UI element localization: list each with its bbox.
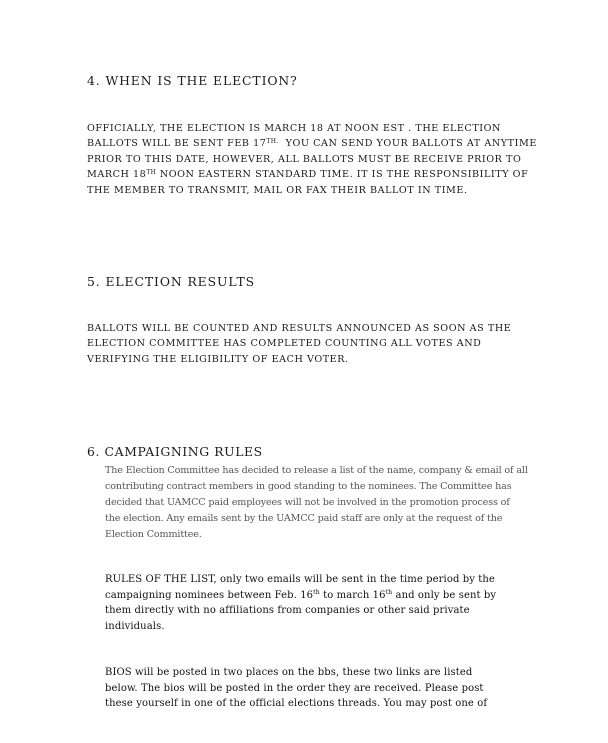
ordinal-suffix: TH. — [266, 138, 279, 146]
text-line: the election. Any emails sent by the UAMCC paid staff are only at the request of the — [105, 512, 503, 524]
text-run: to march 16 — [319, 589, 386, 601]
text-line: VERIFYING THE ELIGIBILITY OF EACH VOTER. — [87, 353, 349, 365]
text-line: decided that UAMCC paid employees will not be involved in the promotion process of — [105, 496, 510, 508]
text-line — [87, 136, 537, 151]
section-5-paragraph — [87, 321, 511, 367]
text-run: campaigning nominees between Feb. 16 — [105, 589, 314, 601]
text-run: NOON EASTERN STANDARD TIME. IT IS THE RESPONSIBILITY OF — [156, 169, 529, 181]
section-4-paragraph — [87, 121, 537, 198]
text-line: individuals. — [105, 620, 165, 632]
text-run: and only be sent by — [392, 589, 497, 601]
section-4-heading: 4. WHEN IS THE ELECTION? — [87, 73, 298, 88]
text-line: contributing contract members in good standing to the nominees. The Committee has — [105, 480, 512, 492]
text-line: THE MEMBER TO TRANSMIT, MAIL OR FAX THEIR BALLOT IN TIME. — [87, 184, 468, 196]
text-line: OFFICIALLY, THE ELECTION IS MARCH 18 AT NOON EST . THE ELECTION — [87, 123, 501, 134]
text-line: below. The bios will be posted in the order they are received. Please post — [105, 682, 484, 694]
section-5-heading: 5. ELECTION RESULTS — [87, 274, 256, 289]
rules-of-the-list-paragraph — [105, 572, 496, 634]
text-run: BALLOTS WILL BE SENT FEB 17 — [87, 138, 267, 150]
text-line: PRIOR TO THIS DATE, HOWEVER, ALL BALLOTS MUST BE RECEIVE PRIOR TO — [87, 153, 522, 165]
ordinal-suffix: th — [313, 588, 320, 596]
text-line: them directly with no affiliations from companies or other said private — [105, 605, 470, 617]
text-run: MARCH 18 — [87, 169, 147, 181]
text-line: Election Committee. — [105, 528, 202, 540]
ordinal-suffix: th — [385, 588, 393, 596]
text-line: BALLOTS WILL BE COUNTED AND RESULTS ANNOUNCED AS SOON AS THE — [87, 323, 512, 334]
text-line — [105, 588, 496, 604]
text-line — [87, 167, 537, 182]
text-line: ELECTION COMMITTEE HAS COMPLETED COUNTING ALL VOTES AND — [87, 338, 482, 350]
text-line: The Election Committee has decided to release a list of the name, company & email of all — [105, 465, 528, 476]
section-6-heading: 6. CAMPAIGNING RULES — [87, 444, 263, 459]
section-6-intro — [105, 463, 528, 543]
text-run: YOU CAN SEND YOUR BALLOTS AT ANYTIME — [278, 138, 537, 150]
ordinal-suffix: TH — [146, 169, 157, 177]
text-line: these yourself in one of the official elections threads. You may post one of — [105, 698, 488, 710]
text-line: RULES OF THE LIST, only two emails will be sent in the time period by the — [105, 574, 495, 585]
text-line: BIOS will be posted in two places on the bbs, these two links are listed — [105, 667, 473, 678]
bios-paragraph — [105, 665, 487, 712]
